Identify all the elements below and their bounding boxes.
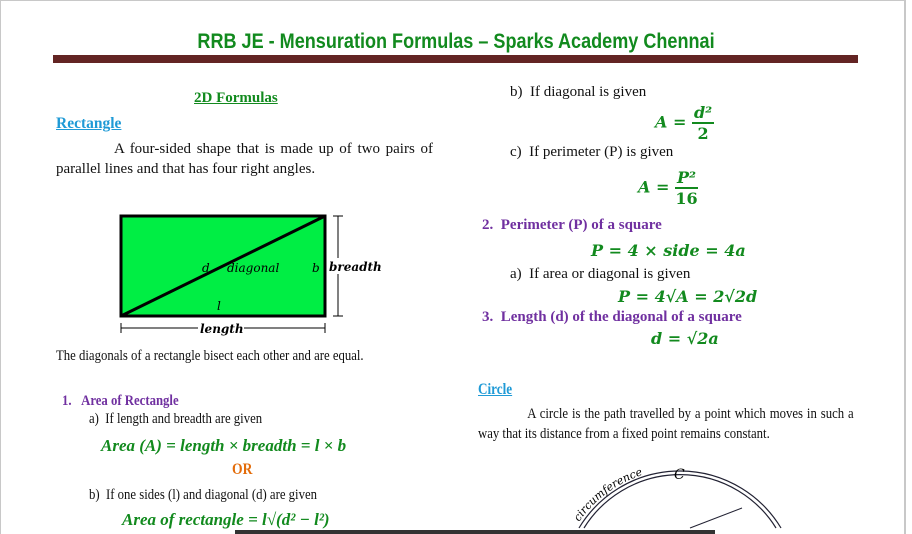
title-divider — [53, 55, 858, 63]
label-diagonal: diagonal — [227, 261, 280, 275]
formula-area-perimeter: A = $\frac{\text{P²}}{16}$ — [638, 168, 698, 208]
condition-perimeter: c) If perimeter (P) is given — [510, 144, 674, 160]
formula-area-lb: Area (A) = length × breadth = l × b — [101, 436, 347, 455]
circle-description: A circle is the path travelled by a point which moves in such a way that its distance from a fixed point remains constant. — [478, 406, 854, 442]
or-separator: OR — [232, 461, 253, 478]
label-b: b — [312, 261, 320, 275]
label-breadth: breadth — [329, 260, 382, 274]
formula-area-diagonal: A = $\frac{\text{d²}}{2}$ — [655, 103, 713, 143]
item-area-rectangle: 1. Area of Rectangle — [62, 393, 179, 409]
formula-area-ld: Area of rectangle = l√(d² − l²) — [122, 510, 330, 529]
circumference-label: circumference — [570, 465, 644, 524]
radius-arrow — [690, 508, 742, 528]
label-l: l — [217, 299, 221, 313]
label-length: length — [200, 322, 244, 336]
item-diagonal-square: 3. Length (d) of the diagonal of a square — [482, 309, 742, 325]
condition-a: a) If length and breadth are given — [89, 411, 263, 427]
formula-diagonal: d = √2a — [651, 329, 719, 348]
diagonal-note: The diagonals of a rectangle bisect each other and are equal. — [56, 348, 364, 364]
section-heading: 2D Formulas — [194, 90, 278, 106]
rectangle-link[interactable]: Rectangle — [56, 115, 122, 132]
circle-link[interactable]: Circle — [478, 381, 513, 398]
rectangle-description: A four-sided shape that is made up of two pairs of parallel lines and that has four right angles. — [56, 141, 433, 177]
rectangle-figure — [110, 210, 390, 340]
document-title: RRB JE - Mensuration Formulas – Sparks Academy Chennai — [197, 30, 715, 53]
formula-perimeter: P = 4 × side = 4a — [591, 241, 746, 260]
bottom-bar — [235, 530, 715, 534]
item-perimeter-square: 2. Perimeter (P) of a square — [482, 217, 662, 233]
circle-figure — [570, 462, 790, 530]
label-c: C — [674, 467, 685, 483]
formula-perimeter-area: P = 4√A = 2√2d — [618, 287, 758, 306]
condition-diagonal: b) If diagonal is given — [510, 84, 647, 100]
label-d: d — [202, 261, 210, 275]
condition-b: b) If one sides (l) and diagonal (d) are given — [89, 487, 318, 503]
condition-area-diagonal: a) If area or diagonal is given — [510, 266, 691, 282]
